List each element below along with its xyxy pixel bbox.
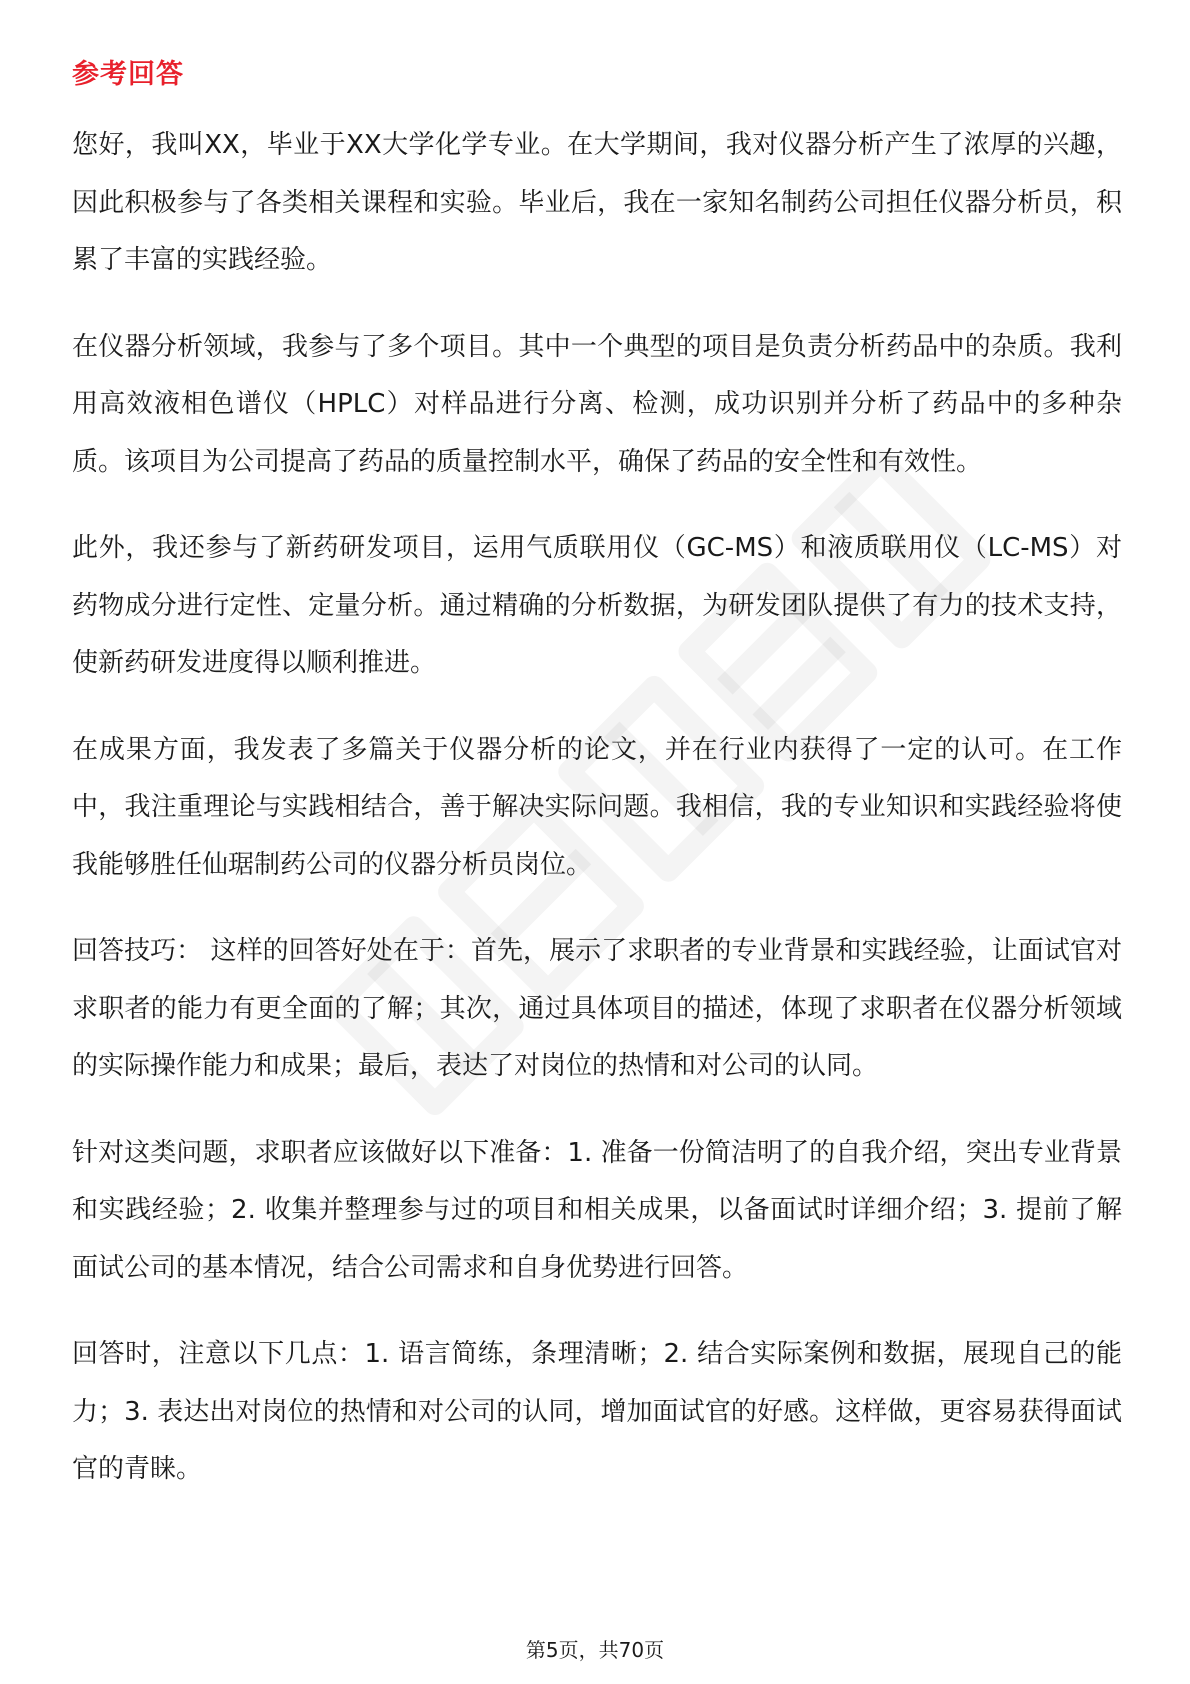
answer-body (72, 117, 1122, 1528)
paragraph-intro: 您好，我叫XX，毕业于XX大学化学专业。在大学期间，我对仪器分析产生了浓厚的兴趣，因此积极参与了各类相关课程和实验。毕业后，我在一家知名制药公司担任仪器分析员，积累了丰富的实践经验。 (72, 130, 1122, 275)
paragraph-tips: 回答技巧： 这样的回答好处在于：首先，展示了求职者的专业背景和实践经验，让面试官对求职者的能力有更全面的了解；其次，通过具体项目的描述，体现了求职者在仪器分析领域的实际操作能力和成果；最后，表达了对岗位的热情和对公司的认同。 (72, 936, 1122, 1081)
paragraph-preparation: 针对这类问题，求职者应该做好以下准备：1. 准备一份简洁明了的自我介绍，突出专业背景和实践经验；2. 收集并整理参与过的项目和相关成果，以备面试时详细介绍；3. 提前了解面试公司的基本情况，结合公司需求和自身优势进行回答。 (72, 1137, 1122, 1283)
paragraph-research: 此外，我还参与了新药研发项目，运用气质联用仪（GC-MS）和液质联用仪（LC-MS）对药物成分进行定性、定量分析。通过精确的分析数据，为研发团队提供了有力的技术支持，使新药研发进度得以顺利推进。 (72, 533, 1122, 678)
paragraph-project: 在仪器分析领域，我参与了多个项目。其中一个典型的项目是负责分析药品中的杂质。我利用高效液相色谱仪（HPLC）对样品进行分离、检测，成功识别并分析了药品中的多种杂质。该项目为公司提高了药品的质量控制水平，确保了药品的安全性和有效性。 (72, 331, 1122, 477)
page-number: 第5页，共70页 (525, 1638, 665, 1662)
section-heading: 参考回答 (72, 59, 184, 90)
paragraph-notes: 回答时，注意以下几点：1. 语言简练，条理清晰；2. 结合实际案例和数据，展现自己的能力；3. 表达出对岗位的热情和对公司的认同，增加面试官的好感。这样做，更容易获得面试官的青睐。 (72, 1339, 1122, 1484)
paragraph-achievements: 在成果方面，我发表了多篇关于仪器分析的论文，并在行业内获得了一定的认可。在工作中，我注重理论与实践相结合，善于解决实际问题。我相信，我的专业知识和实践经验将使我能够胜任仙琚制药公司的仪器分析员岗位。 (72, 734, 1122, 880)
